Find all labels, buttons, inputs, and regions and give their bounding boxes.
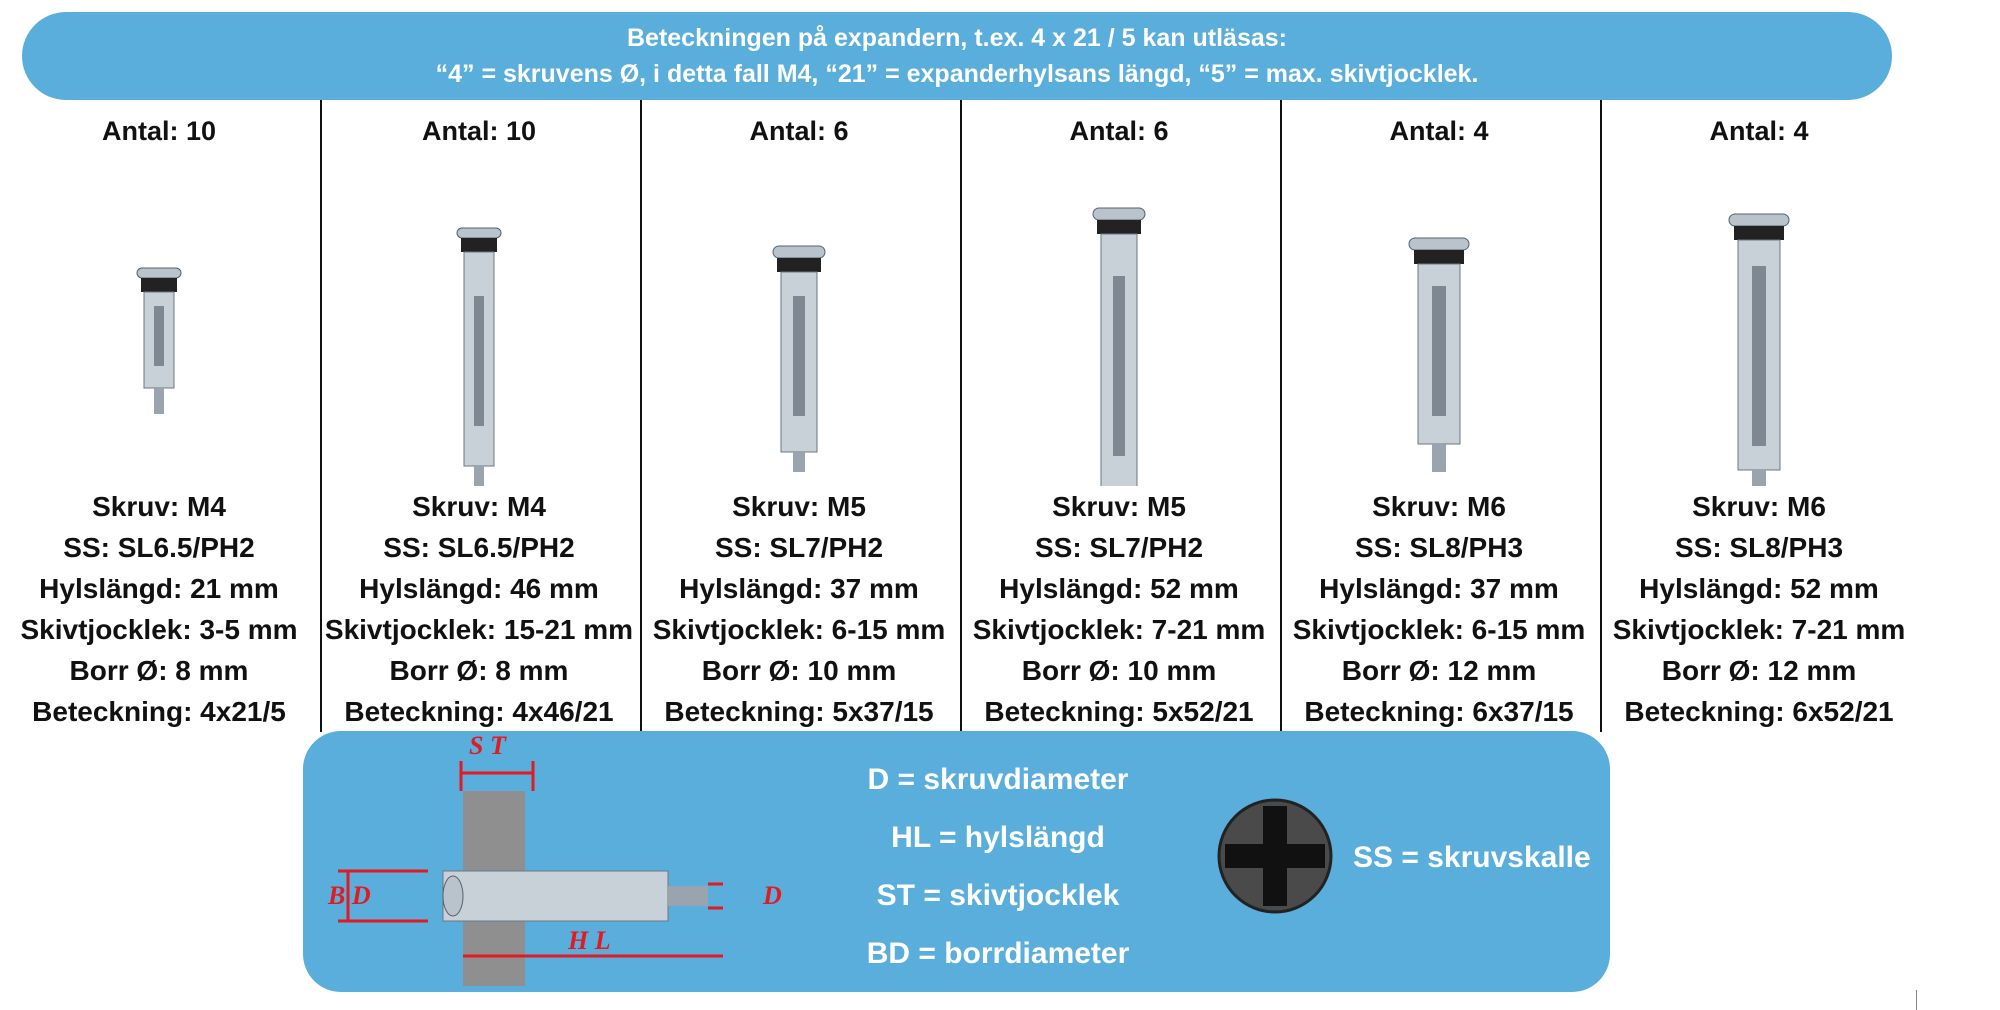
product-column [1280,100,1598,732]
product-column [960,100,1278,732]
spec-designation: Beteckning: 5x37/15 [664,696,934,727]
legend-bd: BD = borrdiameter [866,937,1130,970]
legend-definitions [833,751,1163,983]
spec-screw-head: SS: SL6.5/PH2 [383,532,575,563]
spec-sleeve-length: Hylslängd: 52 mm [999,573,1239,604]
hollow-wall-anchor-icon [137,268,181,414]
legend-ss: SS = skruvskalle [1353,841,1591,874]
spec-drill: Borr Ø: 12 mm [1341,655,1537,686]
spec-drill: Borr Ø: 8 mm [69,655,249,686]
spec-sleeve-length: Hylslängd: 37 mm [1319,573,1559,604]
spec-screw: Skruv: M4 [412,491,546,522]
spec-sleeve-length: Hylslängd: 52 mm [1639,573,1879,604]
legend-d: D = skruvdiameter [867,763,1129,796]
spec-drill: Borr Ø: 12 mm [1661,655,1857,686]
spec-designation: Beteckning: 4x21/5 [32,696,286,727]
anchor-sleeve [443,871,668,921]
product-quantity: Antal: 6 [1069,116,1169,146]
product-specs [653,486,946,732]
spec-board-thickness: Skivtjocklek: 15-21 mm [324,614,634,645]
spec-designation: Beteckning: 4x46/21 [344,696,614,727]
product-column [640,100,958,732]
product-column [320,100,638,732]
spec-designation: Beteckning: 6x52/21 [1624,696,1894,727]
dimension-diagram [303,731,723,992]
product-specs [20,486,297,732]
spec-drill: Borr Ø: 8 mm [389,655,569,686]
label-hl: H L [568,926,611,955]
anchor-image [99,156,219,486]
anchor-image [739,156,859,486]
hollow-wall-anchor-icon [457,228,501,486]
spec-board-thickness: Skivtjocklek: 6-15 mm [1292,614,1586,645]
hollow-wall-anchor-icon [1093,208,1145,486]
product-column [1600,100,1918,732]
spec-drill: Borr Ø: 10 mm [701,655,897,686]
spec-screw-head: SS: SL8/PH3 [1674,532,1844,563]
phillips-head-icon [1215,796,1335,916]
spec-designation: Beteckning: 5x52/21 [984,696,1254,727]
spec-screw-head: SS: SL7/PH2 [1034,532,1204,563]
spec-screw: Skruv: M5 [732,491,866,522]
product-quantity: Antal: 10 [421,116,537,146]
spec-board-thickness: Skivtjocklek: 6-15 mm [652,614,946,645]
product-quantity: Antal: 10 [101,116,217,146]
spec-sleeve-length: Hylslängd: 46 mm [359,573,599,604]
hollow-wall-anchor-icon [1729,214,1789,486]
spec-sleeve-length: Hylslängd: 21 mm [39,573,279,604]
banner-line-1: Beteckningen på expandern, t.ex. 4 x 21 / 5 kan utläsas: [627,24,1287,52]
label-st: S T [469,731,506,760]
legend-st: ST = skivtjocklek [876,879,1120,912]
spec-sleeve-length: Hylslängd: 37 mm [679,573,919,604]
spec-drill: Borr Ø: 10 mm [1021,655,1217,686]
spec-screw-head: SS: SL7/PH2 [714,532,884,563]
label-bd: B D [328,881,371,910]
product-specs [325,486,633,732]
anchor-image [1059,156,1179,486]
screw-head-icon [443,876,463,916]
spec-screw: Skruv: M6 [1372,491,1506,522]
label-d: D [763,881,782,910]
spec-board-thickness: Skivtjocklek: 7-21 mm [972,614,1266,645]
product-specs [1613,486,1906,732]
product-specs [973,486,1266,732]
hollow-wall-anchor-icon [773,246,825,472]
spec-screw-head: SS: SL6.5/PH2 [63,532,255,563]
hollow-wall-anchor-icon [1409,238,1469,472]
spec-screw: Skruv: M6 [1692,491,1826,522]
legend-hl: HL = hylslängd [891,821,1105,854]
spec-board-thickness: Skivtjocklek: 3-5 mm [20,614,298,645]
product-quantity: Antal: 6 [749,116,849,146]
spec-screw-head: SS: SL8/PH3 [1354,532,1524,563]
dimension-lines [338,761,723,971]
product-quantity: Antal: 4 [1709,116,1809,146]
screw-thread [668,886,708,906]
anchor-image [419,156,539,486]
spec-board-thickness: Skivtjocklek: 7-21 mm [1612,614,1906,645]
corner-mark [1916,990,1917,1010]
spec-screw: Skruv: M5 [1052,491,1186,522]
legend-panel [303,731,1610,992]
product-specs [1293,486,1586,732]
anchor-image [1379,156,1499,486]
info-banner [22,12,1892,100]
product-grid [0,100,1906,732]
banner-line-2: “4” = skruvens Ø, i detta fall M4, “21” = expanderhylsans längd, “5” = max. skivtjocklek. [435,60,1479,88]
spec-screw: Skruv: M4 [92,491,226,522]
spec-designation: Beteckning: 6x37/15 [1304,696,1574,727]
anchor-image [1699,156,1819,486]
product-column [0,100,318,732]
product-quantity: Antal: 4 [1389,116,1489,146]
